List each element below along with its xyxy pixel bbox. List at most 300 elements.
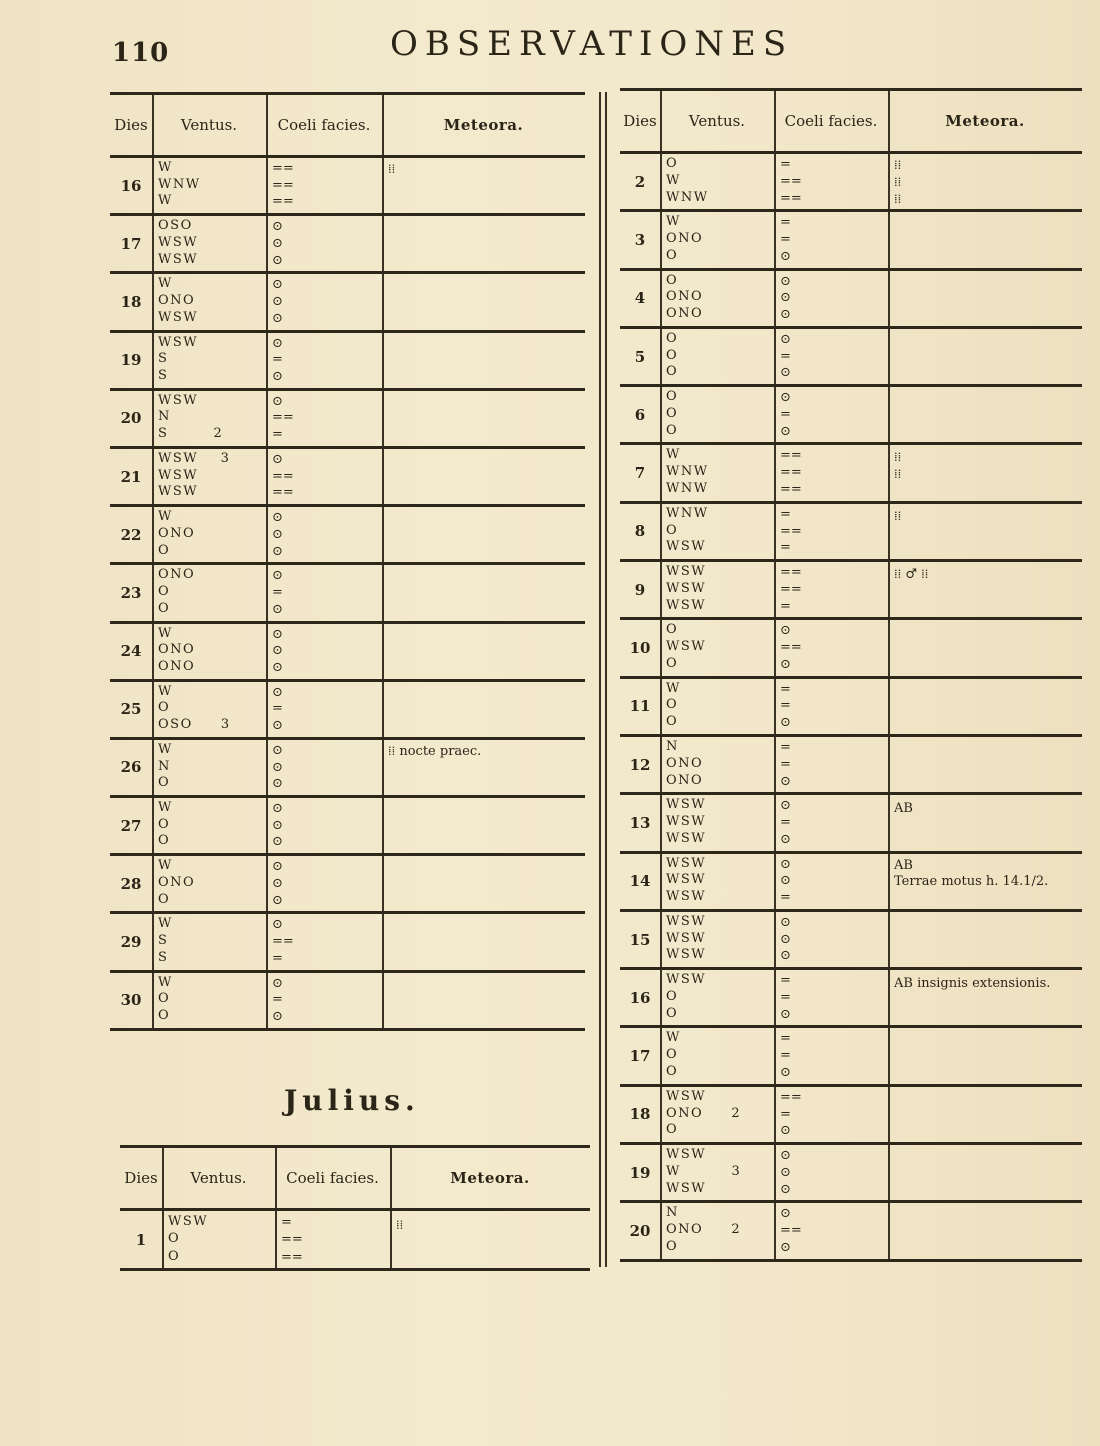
sky-symbol: == xyxy=(272,934,294,950)
column-line xyxy=(774,737,776,792)
column-line xyxy=(382,333,384,388)
day-number: 5 xyxy=(634,347,646,366)
wind-readings xyxy=(666,564,706,614)
sky-symbol: ⊙ xyxy=(272,601,283,617)
column-line xyxy=(888,1087,890,1142)
column-line xyxy=(888,679,890,734)
column-line xyxy=(888,271,890,326)
wind-readings xyxy=(666,972,706,1022)
wind-readings xyxy=(158,393,223,443)
column-line xyxy=(660,91,662,151)
sky-symbol: ⊙ xyxy=(780,948,791,964)
column-line xyxy=(774,912,776,967)
column-line xyxy=(152,507,154,562)
sky-symbol: ⊙ xyxy=(272,759,283,775)
meteora-header: Meteora. xyxy=(945,112,1025,130)
wind-reading: O xyxy=(158,816,171,832)
sky-symbol: ⊙ xyxy=(780,1181,791,1197)
column-line xyxy=(774,1145,776,1200)
column-line xyxy=(266,973,268,1028)
column-line xyxy=(774,212,776,267)
day-number: 24 xyxy=(120,642,142,661)
column-line xyxy=(888,737,890,792)
table-row xyxy=(620,154,1082,212)
sky-symbol: == xyxy=(272,410,294,426)
sky-symbol: ⊙ xyxy=(272,917,283,933)
sky-symbol: == xyxy=(780,190,802,206)
wind-reading: N xyxy=(666,738,679,754)
column-line xyxy=(382,95,384,155)
sky-symbol: ⊙ xyxy=(272,659,283,675)
table-row xyxy=(620,620,1082,678)
day-number: 28 xyxy=(120,874,142,893)
wind-readings xyxy=(158,509,195,559)
day-number: 14 xyxy=(629,872,651,891)
sky-symbol: = xyxy=(272,992,283,1008)
wind-reading: WSW xyxy=(666,797,707,813)
wind-reading: N xyxy=(158,409,171,425)
column-line xyxy=(275,1148,277,1208)
sky-symbol: = xyxy=(780,232,791,248)
wind-reading: O xyxy=(666,1064,679,1080)
column-line xyxy=(660,795,662,850)
sky-symbol: ⊙ xyxy=(780,365,791,381)
column-line xyxy=(382,216,384,271)
day-number: 22 xyxy=(120,525,142,544)
column-line xyxy=(774,504,776,559)
column-line xyxy=(152,856,154,911)
table-row xyxy=(620,970,1082,1028)
wind-reading: WSW xyxy=(158,392,199,408)
table-row xyxy=(620,1028,1082,1086)
sky-symbol: ⊙ xyxy=(272,277,283,293)
column-line xyxy=(774,271,776,326)
sky-symbols xyxy=(272,743,283,793)
column-line xyxy=(774,445,776,500)
day-number: 10 xyxy=(629,639,651,658)
column-line xyxy=(266,95,268,155)
dies-header: Dies xyxy=(114,116,148,134)
wind-reading: WNW xyxy=(666,505,709,521)
sky-symbols xyxy=(780,390,791,440)
wind-reading: O xyxy=(158,600,171,616)
table-row xyxy=(110,216,585,274)
sky-symbol: ⊙ xyxy=(780,307,791,323)
wind-reading: O xyxy=(158,700,171,716)
running-title: OBSERVATIONES xyxy=(390,24,794,64)
column-line xyxy=(152,740,154,795)
wind-reading: O xyxy=(666,622,679,638)
column-line xyxy=(382,856,384,911)
column-line xyxy=(660,1028,662,1083)
right-table xyxy=(620,88,1082,1262)
column-line xyxy=(774,1087,776,1142)
wind-reading: WSW xyxy=(666,947,707,963)
sky-symbol: ⊙ xyxy=(272,568,283,584)
column-line xyxy=(660,620,662,675)
sky-symbol: ⊙ xyxy=(272,526,283,542)
wind-readings xyxy=(158,800,173,850)
column-line xyxy=(382,391,384,446)
day-number: 12 xyxy=(629,755,651,774)
sky-symbols xyxy=(272,161,294,211)
meteora-note: ⁞⁞ xyxy=(894,467,902,483)
wind-reading: O xyxy=(158,1008,171,1024)
wind-reading: WSW xyxy=(168,1214,209,1229)
sky-symbols xyxy=(780,973,791,1023)
table-row xyxy=(620,795,1082,853)
ventus-header: Ventus. xyxy=(688,112,746,130)
meteora-note: ⁞⁞ xyxy=(388,162,396,177)
meteora-notes xyxy=(894,799,913,818)
column-line xyxy=(660,912,662,967)
wind-readings xyxy=(158,626,195,676)
wind-readings xyxy=(158,276,198,326)
sky-symbols xyxy=(272,452,294,502)
day-number: 18 xyxy=(120,292,142,311)
meteora-notes xyxy=(388,744,481,763)
wind-readings xyxy=(666,856,706,906)
day-number: 20 xyxy=(629,1221,651,1240)
sky-symbol: ⊙ xyxy=(272,643,283,659)
meteora-note xyxy=(894,891,1048,892)
sky-symbol: == xyxy=(272,194,294,210)
wind-reading: ONO xyxy=(158,293,196,309)
wind-reading: OSO xyxy=(158,218,193,234)
column-line xyxy=(266,682,268,737)
column-line xyxy=(152,624,154,679)
day-number: 25 xyxy=(120,700,142,719)
column-line xyxy=(660,1203,662,1258)
wind-reading: WSW xyxy=(666,830,707,846)
column-line xyxy=(266,391,268,446)
sky-symbol: == xyxy=(281,1249,303,1265)
meteora-note: ⁞⁞ xyxy=(894,508,902,524)
sky-symbol: = xyxy=(780,215,791,231)
sky-symbol: == xyxy=(780,581,802,597)
sky-symbols xyxy=(281,1214,303,1266)
wind-readings xyxy=(158,858,195,908)
sky-symbol: = xyxy=(780,815,791,831)
sky-symbols xyxy=(780,1206,802,1256)
table-row xyxy=(620,329,1082,387)
sky-symbols xyxy=(780,1148,791,1198)
column-line xyxy=(152,216,154,271)
sky-symbol: = xyxy=(272,427,283,443)
sky-symbols xyxy=(272,627,283,677)
column-line xyxy=(774,795,776,850)
column-line xyxy=(382,798,384,853)
sky-symbol: == xyxy=(780,1089,802,1105)
table-row xyxy=(620,854,1082,912)
wind-reading: W xyxy=(158,974,173,990)
wind-readings xyxy=(666,447,709,497)
wind-readings xyxy=(158,160,201,210)
sky-symbol: = xyxy=(281,1215,292,1230)
wind-readings xyxy=(158,335,198,385)
wind-readings xyxy=(666,1205,741,1255)
column-line xyxy=(888,387,890,442)
column-line xyxy=(888,795,890,850)
table-row xyxy=(110,391,585,449)
table-row xyxy=(110,333,585,391)
wind-reading: ONO 2 xyxy=(666,1105,742,1121)
wind-reading: O xyxy=(666,697,679,713)
sky-symbol: ⊙ xyxy=(272,892,283,908)
table-row xyxy=(110,565,585,623)
column-line xyxy=(774,562,776,617)
sky-symbol: = xyxy=(780,698,791,714)
sky-symbol: ⊙ xyxy=(780,914,791,930)
wind-reading: O xyxy=(666,405,679,421)
day-number: 19 xyxy=(629,1163,651,1182)
table-row xyxy=(120,1211,590,1271)
column-line xyxy=(152,798,154,853)
column-line xyxy=(888,854,890,909)
table-row xyxy=(620,271,1082,329)
day-number: 1 xyxy=(135,1230,147,1249)
wind-readings xyxy=(666,681,681,731)
column-line xyxy=(382,158,384,213)
wind-reading: O xyxy=(158,833,171,849)
wind-readings xyxy=(158,916,173,966)
column-line xyxy=(888,212,890,267)
sky-symbols xyxy=(780,274,791,324)
table-row xyxy=(110,740,585,798)
wind-reading: WSW xyxy=(158,251,199,267)
sky-symbols xyxy=(272,859,283,909)
table-row xyxy=(110,914,585,972)
wind-reading: ONO xyxy=(666,306,704,322)
sky-symbol: ⊙ xyxy=(272,235,283,251)
column-line xyxy=(152,391,154,446)
wind-readings xyxy=(666,1089,741,1139)
sky-symbol: ⊙ xyxy=(780,1164,791,1180)
wind-reading: W xyxy=(666,447,681,463)
sky-symbol: ⊙ xyxy=(272,742,283,758)
meteora-notes xyxy=(894,158,901,208)
sky-symbol: == xyxy=(272,177,294,193)
sky-symbol: = xyxy=(780,1106,791,1122)
sky-symbol: ⊙ xyxy=(272,543,283,559)
wind-readings xyxy=(666,331,678,381)
table-row xyxy=(620,562,1082,620)
sky-symbol: == xyxy=(281,1232,303,1248)
sky-symbol: ⊙ xyxy=(780,1206,791,1222)
sky-symbol: ⊙ xyxy=(272,834,283,850)
column-line xyxy=(774,154,776,209)
wind-readings xyxy=(666,739,703,789)
meteora-note: AB xyxy=(894,857,913,873)
sky-symbols xyxy=(272,510,283,560)
sky-symbol: ⊙ xyxy=(780,1006,791,1022)
wind-reading: O xyxy=(666,156,679,171)
wind-readings xyxy=(666,273,703,323)
column-line xyxy=(888,1028,890,1083)
table-row xyxy=(620,737,1082,795)
wind-reading: WSW xyxy=(666,1088,707,1104)
table-row xyxy=(620,912,1082,970)
wind-reading: WSW xyxy=(666,814,707,830)
table-header xyxy=(120,1145,590,1211)
column-line xyxy=(774,1203,776,1258)
wind-reading: ONO xyxy=(666,289,704,305)
wind-reading: W xyxy=(158,160,173,175)
column-line xyxy=(382,565,384,620)
column-line xyxy=(888,154,890,209)
sky-symbols xyxy=(272,801,283,851)
day-number: 19 xyxy=(120,351,142,370)
wind-reading: O xyxy=(666,1047,679,1063)
sky-symbol: ⊙ xyxy=(780,798,791,814)
sky-symbol: == xyxy=(780,465,802,481)
sky-symbols xyxy=(272,394,294,444)
sky-symbols xyxy=(780,740,791,790)
column-divider xyxy=(599,92,601,1267)
wind-reading: O xyxy=(666,1122,679,1138)
column-line xyxy=(382,914,384,969)
wind-reading: O xyxy=(666,988,679,1004)
wind-reading: WSW xyxy=(666,913,707,929)
wind-reading: W xyxy=(158,276,173,292)
sky-symbols xyxy=(272,568,283,618)
column-line xyxy=(774,854,776,909)
sky-symbol: ⊙ xyxy=(780,390,791,406)
day-number: 6 xyxy=(634,405,646,424)
table-row xyxy=(110,158,585,216)
day-number: 3 xyxy=(634,230,646,249)
column-line xyxy=(152,274,154,329)
sky-symbols xyxy=(272,685,283,735)
day-number: 9 xyxy=(634,580,646,599)
column-line xyxy=(660,854,662,909)
table-row xyxy=(620,212,1082,270)
sky-symbols xyxy=(780,915,791,965)
wind-reading: O xyxy=(158,584,171,600)
column-line xyxy=(774,970,776,1025)
meteora-note: ⁞⁞ xyxy=(894,191,902,207)
wind-reading: WSW xyxy=(666,1180,707,1196)
meteora-notes xyxy=(894,566,928,585)
sky-symbol: = xyxy=(780,157,791,172)
column-line xyxy=(152,95,154,155)
sky-symbol: ⊙ xyxy=(272,817,283,833)
day-number: 13 xyxy=(629,813,651,832)
sky-symbols xyxy=(780,157,802,207)
wind-reading: WSW xyxy=(666,597,707,613)
column-line xyxy=(660,737,662,792)
day-number: 17 xyxy=(120,234,142,253)
column-line xyxy=(390,1148,392,1208)
table-row xyxy=(110,449,585,507)
wind-reading: W xyxy=(666,1030,681,1046)
meteora-note: ⁞⁞ xyxy=(894,158,902,173)
sky-symbol: == xyxy=(780,1223,802,1239)
dies-header: Dies xyxy=(623,112,657,130)
column-line xyxy=(888,970,890,1025)
day-number: 26 xyxy=(120,758,142,777)
wind-reading: OSO 3 xyxy=(158,717,231,733)
table-row xyxy=(620,387,1082,445)
coeli-header: Coeli facies. xyxy=(784,112,878,130)
wind-readings xyxy=(666,214,703,264)
table-row xyxy=(110,973,585,1031)
day-number: 17 xyxy=(629,1047,651,1066)
wind-reading: WSW xyxy=(158,467,199,483)
sky-symbol: ⊙ xyxy=(780,423,791,439)
column-line xyxy=(382,624,384,679)
column-line xyxy=(382,274,384,329)
sky-symbol: ⊙ xyxy=(272,510,283,526)
dies-header: Dies xyxy=(124,1169,158,1187)
column-line xyxy=(390,1211,392,1268)
wind-reading: WSW xyxy=(666,872,707,888)
column-line xyxy=(275,1211,277,1268)
wind-reading: O xyxy=(158,991,171,1007)
column-line xyxy=(266,798,268,853)
meteora-note xyxy=(894,584,928,585)
wind-reading: WSW xyxy=(666,930,707,946)
meteora-notes xyxy=(396,1215,403,1234)
sky-symbol: ⊙ xyxy=(780,331,791,347)
column-line xyxy=(152,449,154,504)
sky-symbol: = xyxy=(780,989,791,1005)
sky-symbol: = xyxy=(780,406,791,422)
column-line xyxy=(774,329,776,384)
column-line xyxy=(152,565,154,620)
wind-readings xyxy=(666,156,709,206)
sky-symbol: == xyxy=(780,523,802,539)
sky-symbol: ⊙ xyxy=(780,773,791,789)
wind-readings xyxy=(666,1030,681,1080)
meteora-notes xyxy=(894,508,901,527)
sky-symbol: ⊙ xyxy=(780,248,791,264)
wind-reading: W xyxy=(158,916,173,932)
sky-symbol: ⊙ xyxy=(780,1123,791,1139)
wind-reading: O xyxy=(666,1238,679,1254)
column-line xyxy=(888,445,890,500)
table-row xyxy=(620,679,1082,737)
column-line xyxy=(266,449,268,504)
coeli-header: Coeli facies. xyxy=(286,1169,379,1187)
wind-reading: WSW xyxy=(666,580,707,596)
sky-symbol: = xyxy=(780,1031,791,1047)
wind-reading: O xyxy=(666,389,679,405)
wind-reading: WSW xyxy=(158,484,199,500)
sky-symbol: ⊙ xyxy=(272,776,283,792)
wind-reading: W xyxy=(158,625,173,641)
day-number: 7 xyxy=(634,464,646,483)
sky-symbol: ⊙ xyxy=(272,252,283,268)
wind-readings xyxy=(666,1147,741,1197)
wind-reading: WNW xyxy=(666,189,709,205)
wind-readings xyxy=(666,914,706,964)
sky-symbols xyxy=(780,682,791,732)
sky-symbol: ⊙ xyxy=(780,715,791,731)
sky-symbol: = xyxy=(780,681,791,697)
wind-reading: WSW xyxy=(158,334,199,350)
sky-symbol: ⊙ xyxy=(272,335,283,351)
meteora-header: Meteora. xyxy=(443,116,524,134)
column-line xyxy=(152,158,154,213)
sky-symbol: = xyxy=(780,739,791,755)
wind-reading: ONO xyxy=(158,567,196,583)
wind-readings xyxy=(158,975,173,1025)
sky-symbol: ⊙ xyxy=(272,310,283,326)
ventus-header: Ventus. xyxy=(180,116,238,134)
sky-symbols xyxy=(272,336,283,386)
sky-symbols xyxy=(780,215,791,265)
